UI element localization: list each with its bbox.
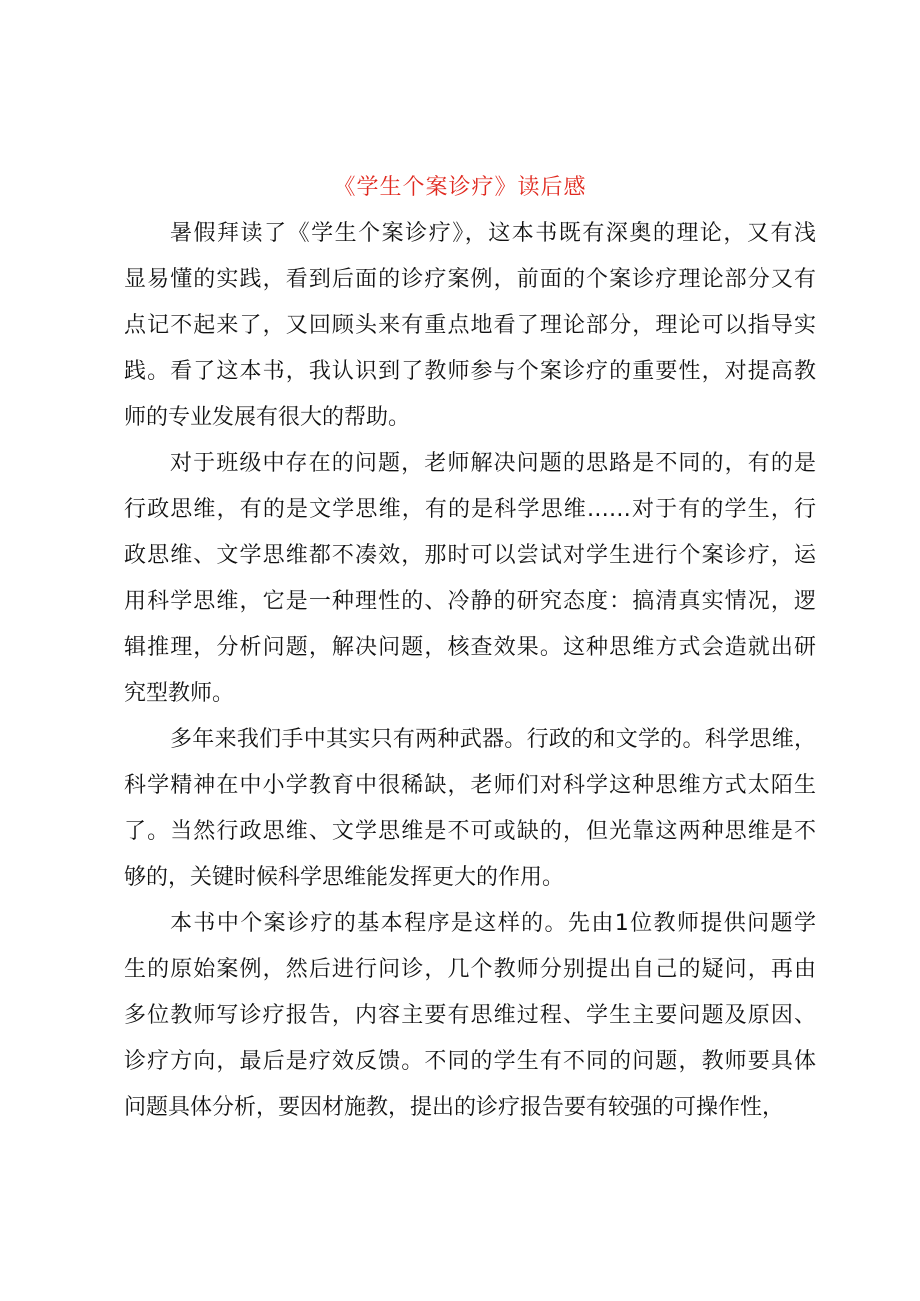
document-title: 《学生个案诊疗》读后感 bbox=[333, 175, 587, 200]
paragraph-line: 点记不起来了，又回顾头来有重点地看了理论部分，理论可以指导实 bbox=[124, 313, 816, 338]
paragraph-line: 了。当然行政思维、文学思维是不可或缺的，但光靠这两种思维是不 bbox=[124, 819, 816, 844]
paragraph-line: 究型教师。 bbox=[124, 681, 235, 706]
paragraph-line: 对于班级中存在的问题，老师解决问题的思路是不同的，有的是 bbox=[170, 451, 816, 476]
paragraph-line: 用科学思维，它是一种理性的、冷静的研究态度：搞清真实情况，逻 bbox=[124, 589, 816, 614]
paragraph bbox=[124, 218, 816, 448]
document-body bbox=[124, 218, 816, 1138]
paragraph-line: 问题具体分析，要因材施教，提出的诊疗报告要有较强的可操作性， bbox=[124, 1095, 785, 1120]
paragraph-line: 行政思维，有的是文学思维，有的是科学思维……对于有的学生，行 bbox=[124, 497, 816, 522]
paragraph-line: 多年来我们手中其实只有两种武器。行政的和文学的。科学思维， bbox=[170, 727, 816, 752]
paragraph-line: 多位教师写诊疗报告，内容主要有思维过程、学生主要问题及原因、 bbox=[124, 1003, 816, 1028]
paragraph-line: 辑推理，分析问题，解决问题，核查效果。这种思维方式会造就出研 bbox=[124, 635, 816, 660]
paragraph-line: 师的专业发展有很大的帮助。 bbox=[124, 405, 411, 430]
paragraph-line: 显易懂的实践，看到后面的诊疗案例，前面的个案诊疗理论部分又有 bbox=[124, 267, 816, 292]
paragraph-line: 够的，关键时候科学思维能发挥更大的作用。 bbox=[124, 865, 565, 890]
paragraph-line: 本书中个案诊疗的基本程序是这样的。先由1位教师提供问题学 bbox=[170, 911, 816, 936]
paragraph-line: 生的原始案例，然后进行问诊，几个教师分别提出自己的疑问，再由 bbox=[124, 957, 816, 982]
paragraph bbox=[124, 448, 816, 724]
paragraph bbox=[124, 908, 816, 1138]
paragraph-line: 政思维、文学思维都不凑效，那时可以尝试对学生进行个案诊疗，运 bbox=[124, 543, 816, 568]
paragraph-line: 暑假拜读了《学生个案诊疗》，这本书既有深奥的理论，又有浅 bbox=[170, 221, 816, 246]
paragraph-line: 诊疗方向，最后是疗效反馈。不同的学生有不同的问题，教师要具体 bbox=[124, 1049, 816, 1074]
paragraph bbox=[124, 724, 816, 908]
paragraph-line: 践。看了这本书，我认识到了教师参与个案诊疗的重要性，对提高教 bbox=[124, 359, 816, 384]
paragraph-line: 科学精神在中小学教育中很稀缺，老师们对科学这种思维方式太陌生 bbox=[124, 773, 816, 798]
